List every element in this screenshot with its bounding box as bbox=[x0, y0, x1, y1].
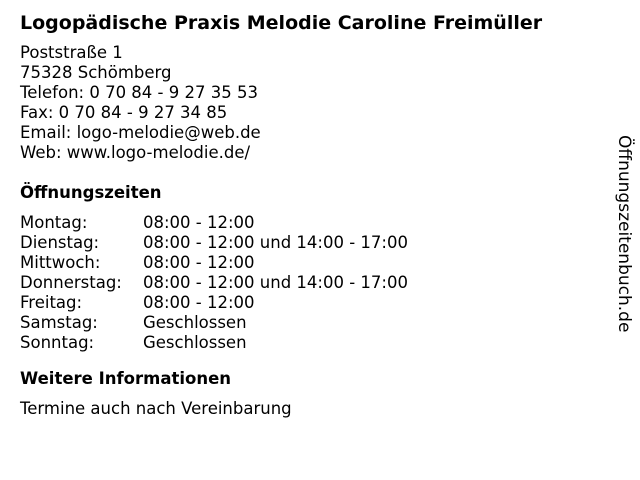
hours-row-tuesday bbox=[20, 233, 600, 253]
opening-hours-table bbox=[20, 213, 600, 353]
further-info-text: Termine auch nach Vereinbarung bbox=[20, 399, 292, 418]
email-address: Email: logo-melodie@web.de bbox=[20, 123, 261, 142]
hours-row-friday bbox=[20, 293, 600, 313]
time-value: Geschlossen bbox=[143, 333, 247, 352]
fax-number: Fax: 0 70 84 - 9 27 34 85 bbox=[20, 103, 228, 122]
business-name: Logopädische Praxis Melodie Caroline Freimüller bbox=[20, 12, 543, 34]
phone-number: Telefon: 0 70 84 - 9 27 35 53 bbox=[20, 83, 258, 102]
business-card bbox=[20, 10, 600, 419]
contact-block bbox=[20, 43, 600, 163]
watermark-label: Öffnungszeitenbuch.de bbox=[614, 135, 634, 333]
opening-hours-heading: Öffnungszeiten bbox=[20, 183, 162, 202]
street-address: Poststraße 1 bbox=[20, 43, 123, 62]
hours-row-sunday bbox=[20, 333, 600, 353]
hours-row-saturday bbox=[20, 313, 600, 333]
time-value: 08:00 - 12:00 bbox=[143, 253, 255, 272]
time-value: Geschlossen bbox=[143, 313, 247, 332]
day-label: Donnerstag: bbox=[20, 273, 122, 292]
time-value: 08:00 - 12:00 bbox=[143, 213, 255, 232]
day-label: Montag: bbox=[20, 213, 88, 232]
day-label: Freitag: bbox=[20, 293, 83, 312]
day-label: Dienstag: bbox=[20, 233, 100, 252]
hours-row-monday bbox=[20, 213, 600, 233]
time-value: 08:00 - 12:00 und 14:00 - 17:00 bbox=[143, 233, 408, 252]
day-label: Mittwoch: bbox=[20, 253, 101, 272]
website-address: Web: www.logo-melodie.de/ bbox=[20, 143, 251, 162]
time-value: 08:00 - 12:00 bbox=[143, 293, 255, 312]
hours-row-wednesday bbox=[20, 253, 600, 273]
hours-row-thursday bbox=[20, 273, 600, 293]
time-value: 08:00 - 12:00 und 14:00 - 17:00 bbox=[143, 273, 408, 292]
city-address: 75328 Schömberg bbox=[20, 63, 172, 82]
day-label: Sonntag: bbox=[20, 333, 95, 352]
further-info-heading: Weitere Informationen bbox=[20, 369, 232, 388]
day-label: Samstag: bbox=[20, 313, 98, 332]
